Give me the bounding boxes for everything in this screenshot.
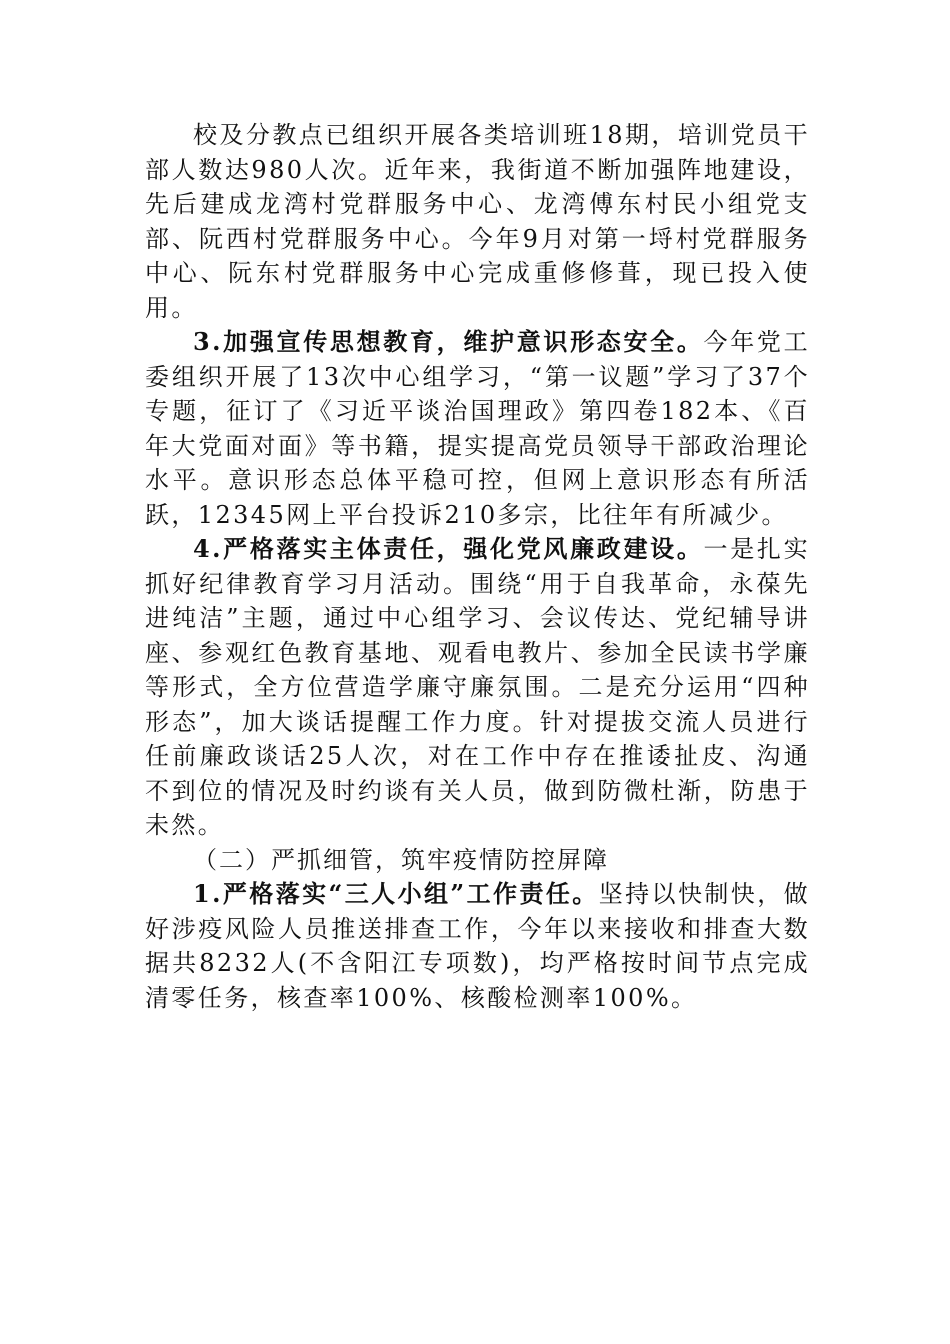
paragraph-text: 一是扎实抓好纪律教育学习月活动。围绕“用于自我革命，永葆先进纯洁”主题，通过中心组学习、会议传达、党纪辅导讲座、参观红色教育基地、观看电教片、参加全民读书学廉等形式，全方位营造学廉守廉氛围。二是充分运用“四种形态”，加大谈话提醒工作力度。针对提拔交流人员进行任前廉政谈话25人次，对在工作中存在推诿扯皮、沟通不到位的情况及时约谈有关人员，做到防微杜渐，防患于未然。: [145, 535, 810, 839]
section-heading: （二）严抓细管，筑牢疫情防控屏障: [193, 845, 609, 874]
paragraph-lead-heading: 4.严格落实主体责任，强化党风廉政建设。: [193, 534, 704, 563]
document-page: [145, 118, 810, 1015]
paragraph-ideology-education: [145, 325, 810, 532]
paragraph-epidemic-control: [145, 877, 810, 1015]
paragraph-lead-heading: 3.加强宣传思想教育，维护意识形态安全。: [193, 327, 704, 356]
paragraph-party-integrity: [145, 532, 810, 843]
paragraph-text: 坚持以快制快，做好涉疫风险人员推送排查工作，今年以来接收和排查大数据共8232人(不含阳江专项数)，均严格按时间节点完成清零任务，核查率100%、核酸检测率100%。: [145, 880, 811, 1012]
paragraph-text: 校及分教点已组织开展各类培训班18期，培训党员干部人数达980人次。近年来，我街道不断加强阵地建设，先后建成龙湾村党群服务中心、龙湾傅东村民小组党支部、阮西村党群服务中心。今年9月对第一埒村党群服务中心、阮东村党群服务中心完成重修修葺，现已投入使用。: [145, 121, 810, 322]
paragraph-lead-heading: 1.严格落实“三人小组”工作责任。: [193, 879, 599, 908]
paragraph-text: 今年党工委组织开展了13次中心组学习，“第一议题”学习了37个专题，征订了《习近平谈治国理政》第四卷182本、《百年大党面对面》等书籍，提实提高党员领导干部政治理论水平。意识形态总体平稳可控，但网上意识形态有所活跃，12345网上平台投诉210多宗，比往年有所减少。: [145, 328, 810, 529]
paragraph-training-and-facilities: [145, 118, 810, 325]
